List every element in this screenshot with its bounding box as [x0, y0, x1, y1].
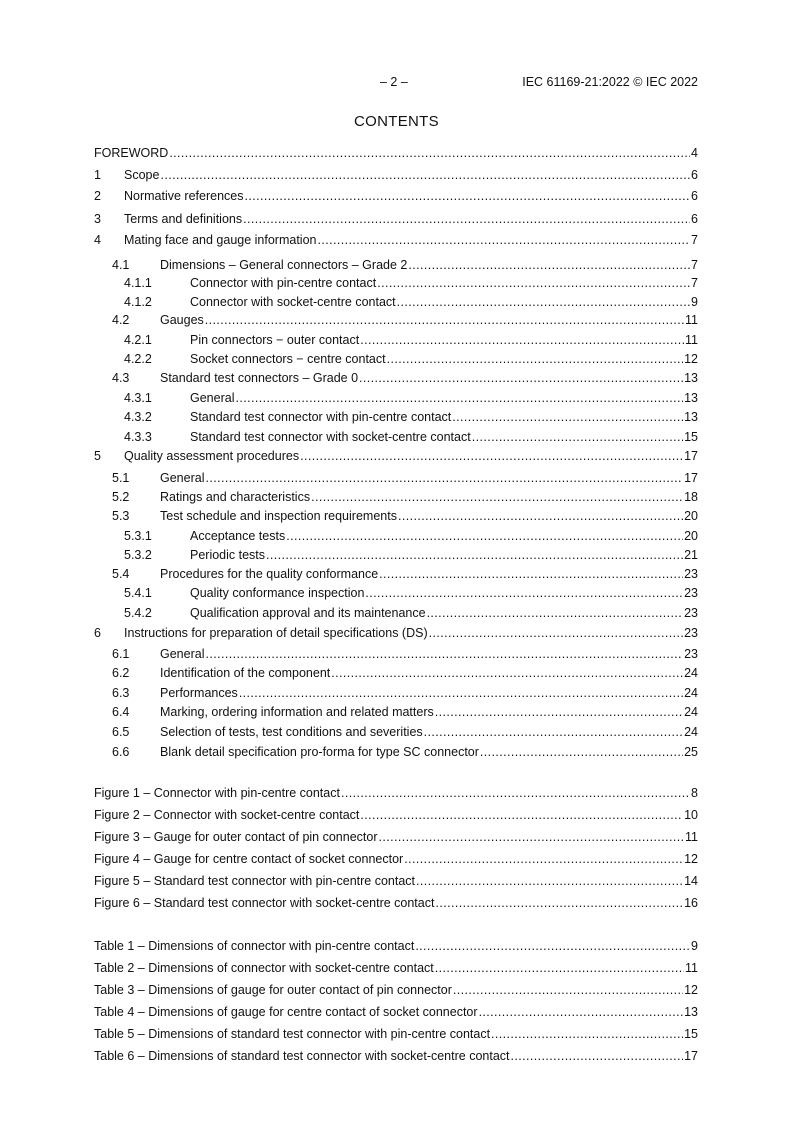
dot-leader — [452, 408, 683, 426]
toc-entry-label: Ratings and characteristics — [160, 490, 311, 504]
dot-leader — [379, 565, 683, 583]
toc-entry-label: Mating face and gauge information — [124, 233, 317, 247]
toc-entry-page: 15 — [684, 1027, 698, 1041]
toc-entry-label: Standard test connectors – Grade 0 — [160, 371, 359, 385]
page-title: CONTENTS — [354, 113, 439, 130]
toc-entry[interactable] — [124, 428, 698, 446]
toc-entry-label: General — [160, 471, 205, 485]
dot-leader — [491, 1025, 683, 1043]
standard-reference: IEC 61169-21:2022 © IEC 2022 — [522, 75, 698, 89]
toc-entry-label: Procedures for the quality conformance — [160, 567, 379, 581]
toc-entry-table[interactable] — [94, 981, 698, 999]
toc-entry-number: 6 — [94, 626, 101, 640]
toc-entry-number: 3 — [94, 212, 101, 226]
toc-entry-table[interactable] — [94, 1003, 698, 1021]
table-of-contents — [94, 0, 698, 1122]
toc-entry-page: 25 — [684, 745, 698, 759]
toc-entry-page: 23 — [684, 567, 698, 581]
toc-entry-page: 24 — [684, 666, 698, 680]
toc-entry-label: Qualification approval and its maintenance — [190, 606, 426, 620]
toc-entry-figure[interactable] — [94, 850, 698, 868]
toc-entry[interactable] — [112, 256, 698, 274]
dot-leader — [359, 369, 683, 387]
toc-entry-label: Gauges — [160, 313, 204, 327]
toc-entry-label: Table 4 – Dimensions of gauge for centre contact of socket connector — [94, 1005, 478, 1019]
dot-leader — [169, 144, 690, 162]
dot-leader — [377, 274, 690, 292]
toc-entry-page: 23 — [684, 606, 698, 620]
toc-entry-page: 13 — [684, 371, 698, 385]
toc-entry-label: Figure 5 – Standard test connector with pin-centre contact — [94, 874, 416, 888]
toc-entry[interactable] — [124, 408, 698, 426]
toc-entry-page: 13 — [684, 391, 698, 405]
dot-leader — [243, 210, 690, 228]
toc-entry-number: 4.2.2 — [124, 352, 152, 366]
toc-entry-number: 5.4 — [112, 567, 130, 581]
toc-entry-label: Blank detail specification pro-forma for type SC connector — [160, 745, 479, 759]
toc-entry-number: 4.2.1 — [124, 333, 152, 347]
toc-entry-page: 8 — [691, 786, 698, 800]
toc-entry-label: Selection of tests, test conditions and severities — [160, 725, 423, 739]
toc-entry[interactable] — [94, 144, 698, 162]
toc-entry-page: 20 — [684, 509, 698, 523]
toc-entry-page: 12 — [684, 983, 698, 997]
dot-leader — [472, 428, 683, 446]
toc-entry[interactable] — [112, 507, 698, 525]
dot-leader — [239, 684, 683, 702]
toc-entry-page: 11 — [685, 961, 698, 975]
dot-leader — [416, 872, 683, 890]
toc-entry[interactable] — [124, 527, 698, 545]
toc-entry[interactable] — [124, 604, 698, 622]
dot-leader — [331, 664, 683, 682]
toc-entry-page: 7 — [691, 258, 698, 272]
toc-entry-page: 17 — [684, 1049, 698, 1063]
toc-entry[interactable] — [124, 331, 698, 349]
toc-entry-number: 5.3.2 — [124, 548, 152, 562]
toc-entry-label: Figure 1 – Connector with pin-centre contact — [94, 786, 340, 800]
toc-entry-page: 20 — [684, 529, 698, 543]
dot-leader — [435, 894, 683, 912]
toc-entry-number: 4.1.2 — [124, 295, 152, 309]
toc-entry-label: Connector with socket-centre contact — [190, 295, 396, 309]
toc-entry-number: 4.3.2 — [124, 410, 152, 424]
toc-entry-page: 24 — [684, 705, 698, 719]
toc-entry[interactable] — [112, 723, 698, 741]
toc-entry-label: Standard test connector with pin-centre contact — [190, 410, 452, 424]
toc-entry-label: Acceptance tests — [190, 529, 286, 543]
toc-entry-label: Quality conformance inspection — [190, 586, 365, 600]
toc-entry-number: 4.3.1 — [124, 391, 152, 405]
toc-entry-table[interactable] — [94, 1047, 698, 1065]
toc-entry[interactable] — [112, 311, 698, 329]
toc-entry-figure[interactable] — [94, 894, 698, 912]
toc-entry-number: 5.4.1 — [124, 586, 152, 600]
toc-entry-label: Identification of the component — [160, 666, 331, 680]
toc-entry-number: 5.1 — [112, 471, 130, 485]
toc-entry-page: 6 — [691, 212, 698, 226]
toc-entry[interactable] — [112, 664, 698, 682]
toc-entry-label: Figure 4 – Gauge for centre contact of socket connector — [94, 852, 404, 866]
dot-leader — [286, 527, 683, 545]
dot-leader — [318, 231, 691, 249]
toc-entry-label: Figure 6 – Standard test connector with socket-centre contact — [94, 896, 435, 910]
toc-entry-page: 6 — [691, 168, 698, 182]
toc-entry-number: 1 — [94, 168, 101, 182]
dot-leader — [429, 624, 683, 642]
toc-entry-number: 4.1 — [112, 258, 130, 272]
toc-entry-number: 6.4 — [112, 705, 130, 719]
toc-entry-page: 23 — [684, 586, 698, 600]
toc-entry-page: 23 — [684, 647, 698, 661]
toc-entry-label: General — [190, 391, 235, 405]
toc-entry-page: 12 — [684, 352, 698, 366]
dot-leader — [311, 488, 683, 506]
toc-entry-page: 15 — [684, 430, 698, 444]
dot-leader — [424, 723, 683, 741]
dot-leader — [511, 1047, 684, 1065]
toc-entry-page: 16 — [684, 896, 698, 910]
toc-entry-page: 18 — [684, 490, 698, 504]
dot-leader — [435, 959, 684, 977]
toc-entry-number: 5.3 — [112, 509, 130, 523]
toc-entry[interactable] — [94, 231, 698, 249]
dot-leader — [404, 850, 683, 868]
toc-entry-label: Table 5 – Dimensions of standard test connector with pin-centre contact — [94, 1027, 491, 1041]
toc-entry[interactable] — [124, 293, 698, 311]
toc-entry-number: 5.2 — [112, 490, 130, 504]
toc-entry-number: 4.1.1 — [124, 276, 152, 290]
toc-entry-number: 5.3.1 — [124, 529, 152, 543]
dot-leader — [397, 293, 690, 311]
toc-entry[interactable] — [112, 743, 698, 761]
toc-entry-number: 6.1 — [112, 647, 130, 661]
toc-entry-page: 11 — [685, 333, 698, 347]
dot-leader — [435, 703, 683, 721]
toc-entry-page: 13 — [684, 1005, 698, 1019]
toc-entry-label: Periodic tests — [190, 548, 266, 562]
dot-leader — [480, 743, 683, 761]
dot-leader — [360, 806, 683, 824]
toc-entry-label: Figure 3 – Gauge for outer contact of pin connector — [94, 830, 378, 844]
toc-entry-label: Table 2 – Dimensions of connector with socket-centre contact — [94, 961, 434, 975]
toc-entry[interactable] — [124, 584, 698, 602]
toc-entry-page: 7 — [691, 233, 698, 247]
toc-entry-number: 4 — [94, 233, 101, 247]
toc-entry-page: 9 — [691, 939, 698, 953]
toc-entry-label: Instructions for preparation of detail specifications (DS) — [124, 626, 428, 640]
toc-entry-figure[interactable] — [94, 806, 698, 824]
toc-entry-page: 17 — [684, 449, 698, 463]
dot-leader — [408, 256, 690, 274]
toc-entry-table[interactable] — [94, 1025, 698, 1043]
toc-entry[interactable] — [94, 187, 698, 205]
toc-entry-page: 11 — [685, 313, 698, 327]
toc-entry-page: 17 — [684, 471, 698, 485]
toc-entry[interactable] — [124, 389, 698, 407]
toc-entry-number: 4.3.3 — [124, 430, 152, 444]
toc-entry-label: Pin connectors − outer contact — [190, 333, 360, 347]
toc-entry-number: 6.2 — [112, 666, 130, 680]
toc-entry-page: 6 — [691, 189, 698, 203]
toc-entry-page: 11 — [685, 830, 698, 844]
toc-entry-number: 6.5 — [112, 725, 130, 739]
toc-entry-label: Table 6 – Dimensions of standard test connector with socket-centre contact — [94, 1049, 510, 1063]
toc-entry-label: Standard test connector with socket-centre contact — [190, 430, 471, 444]
toc-entry-label: Terms and definitions — [124, 212, 243, 226]
toc-entry[interactable] — [112, 645, 698, 663]
toc-entry-figure[interactable] — [94, 828, 698, 846]
toc-entry[interactable] — [124, 546, 698, 564]
dot-leader — [266, 546, 683, 564]
toc-entry[interactable] — [94, 447, 698, 465]
toc-entry[interactable] — [112, 488, 698, 506]
dot-leader — [398, 507, 683, 525]
toc-entry-number: 2 — [94, 189, 101, 203]
dot-leader — [360, 331, 684, 349]
toc-entry[interactable] — [112, 369, 698, 387]
toc-entry-page: 21 — [684, 548, 698, 562]
toc-entry-page: 10 — [684, 808, 698, 822]
toc-entry-label: Performances — [160, 686, 238, 700]
toc-entry-table[interactable] — [94, 959, 698, 977]
toc-entry[interactable] — [124, 350, 698, 368]
dot-leader — [160, 166, 690, 184]
toc-entry-page: 24 — [684, 686, 698, 700]
toc-entry[interactable] — [112, 684, 698, 702]
toc-entry-page: 14 — [684, 874, 698, 888]
dot-leader — [341, 784, 690, 802]
toc-entry-page: 9 — [691, 295, 698, 309]
toc-entry-label: Marking, ordering information and related matters — [160, 705, 434, 719]
toc-entry-label: Connector with pin-centre contact — [190, 276, 377, 290]
toc-entry-label: Table 1 – Dimensions of connector with pin-centre contact — [94, 939, 415, 953]
toc-entry-page: 12 — [684, 852, 698, 866]
dot-leader — [427, 604, 684, 622]
dot-leader — [379, 828, 685, 846]
dot-leader — [479, 1003, 684, 1021]
toc-entry-table[interactable] — [94, 937, 698, 955]
dot-leader — [365, 584, 683, 602]
toc-entry-page: 7 — [691, 276, 698, 290]
dot-leader — [300, 447, 683, 465]
dot-leader — [453, 981, 683, 999]
toc-entry-label: Figure 2 – Connector with socket-centre contact — [94, 808, 360, 822]
toc-entry-number: 4.3 — [112, 371, 130, 385]
toc-entry-figure[interactable] — [94, 872, 698, 890]
toc-entry-number: 4.2 — [112, 313, 130, 327]
dot-leader — [387, 350, 684, 368]
toc-entry-number: 5 — [94, 449, 101, 463]
toc-entry-label: Dimensions – General connectors – Grade 2 — [160, 258, 408, 272]
toc-entry-label: Normative references — [124, 189, 244, 203]
dot-leader — [235, 389, 683, 407]
dot-leader — [205, 469, 683, 487]
toc-entry-number: 6.3 — [112, 686, 130, 700]
toc-entry-page: 13 — [684, 410, 698, 424]
toc-entry-label: Table 3 – Dimensions of gauge for outer contact of pin connector — [94, 983, 452, 997]
dot-leader — [245, 187, 691, 205]
toc-entry-label: Scope — [124, 168, 160, 182]
toc-entry-number: 5.4.2 — [124, 606, 152, 620]
toc-entry[interactable] — [94, 166, 698, 184]
toc-entry-page: 23 — [684, 626, 698, 640]
toc-entry[interactable] — [112, 703, 698, 721]
toc-entry-label: Socket connectors − centre contact — [190, 352, 386, 366]
toc-entry-figure[interactable] — [94, 784, 698, 802]
toc-entry[interactable] — [94, 624, 698, 642]
toc-entry[interactable] — [112, 565, 698, 583]
toc-entry[interactable] — [124, 274, 698, 292]
toc-entry[interactable] — [94, 210, 698, 228]
toc-entry-label: Test schedule and inspection requirements — [160, 509, 397, 523]
dot-leader — [205, 311, 684, 329]
toc-entry-page: 24 — [684, 725, 698, 739]
toc-entry-number: 6.6 — [112, 745, 130, 759]
toc-entry-page: 4 — [691, 146, 698, 160]
page-number: – 2 – — [380, 75, 408, 89]
toc-entry-label: General — [160, 647, 205, 661]
toc-entry-label: FOREWORD — [94, 146, 169, 160]
dot-leader — [205, 645, 683, 663]
toc-entry[interactable] — [112, 469, 698, 487]
toc-entry-label: Quality assessment procedures — [124, 449, 300, 463]
dot-leader — [415, 937, 690, 955]
